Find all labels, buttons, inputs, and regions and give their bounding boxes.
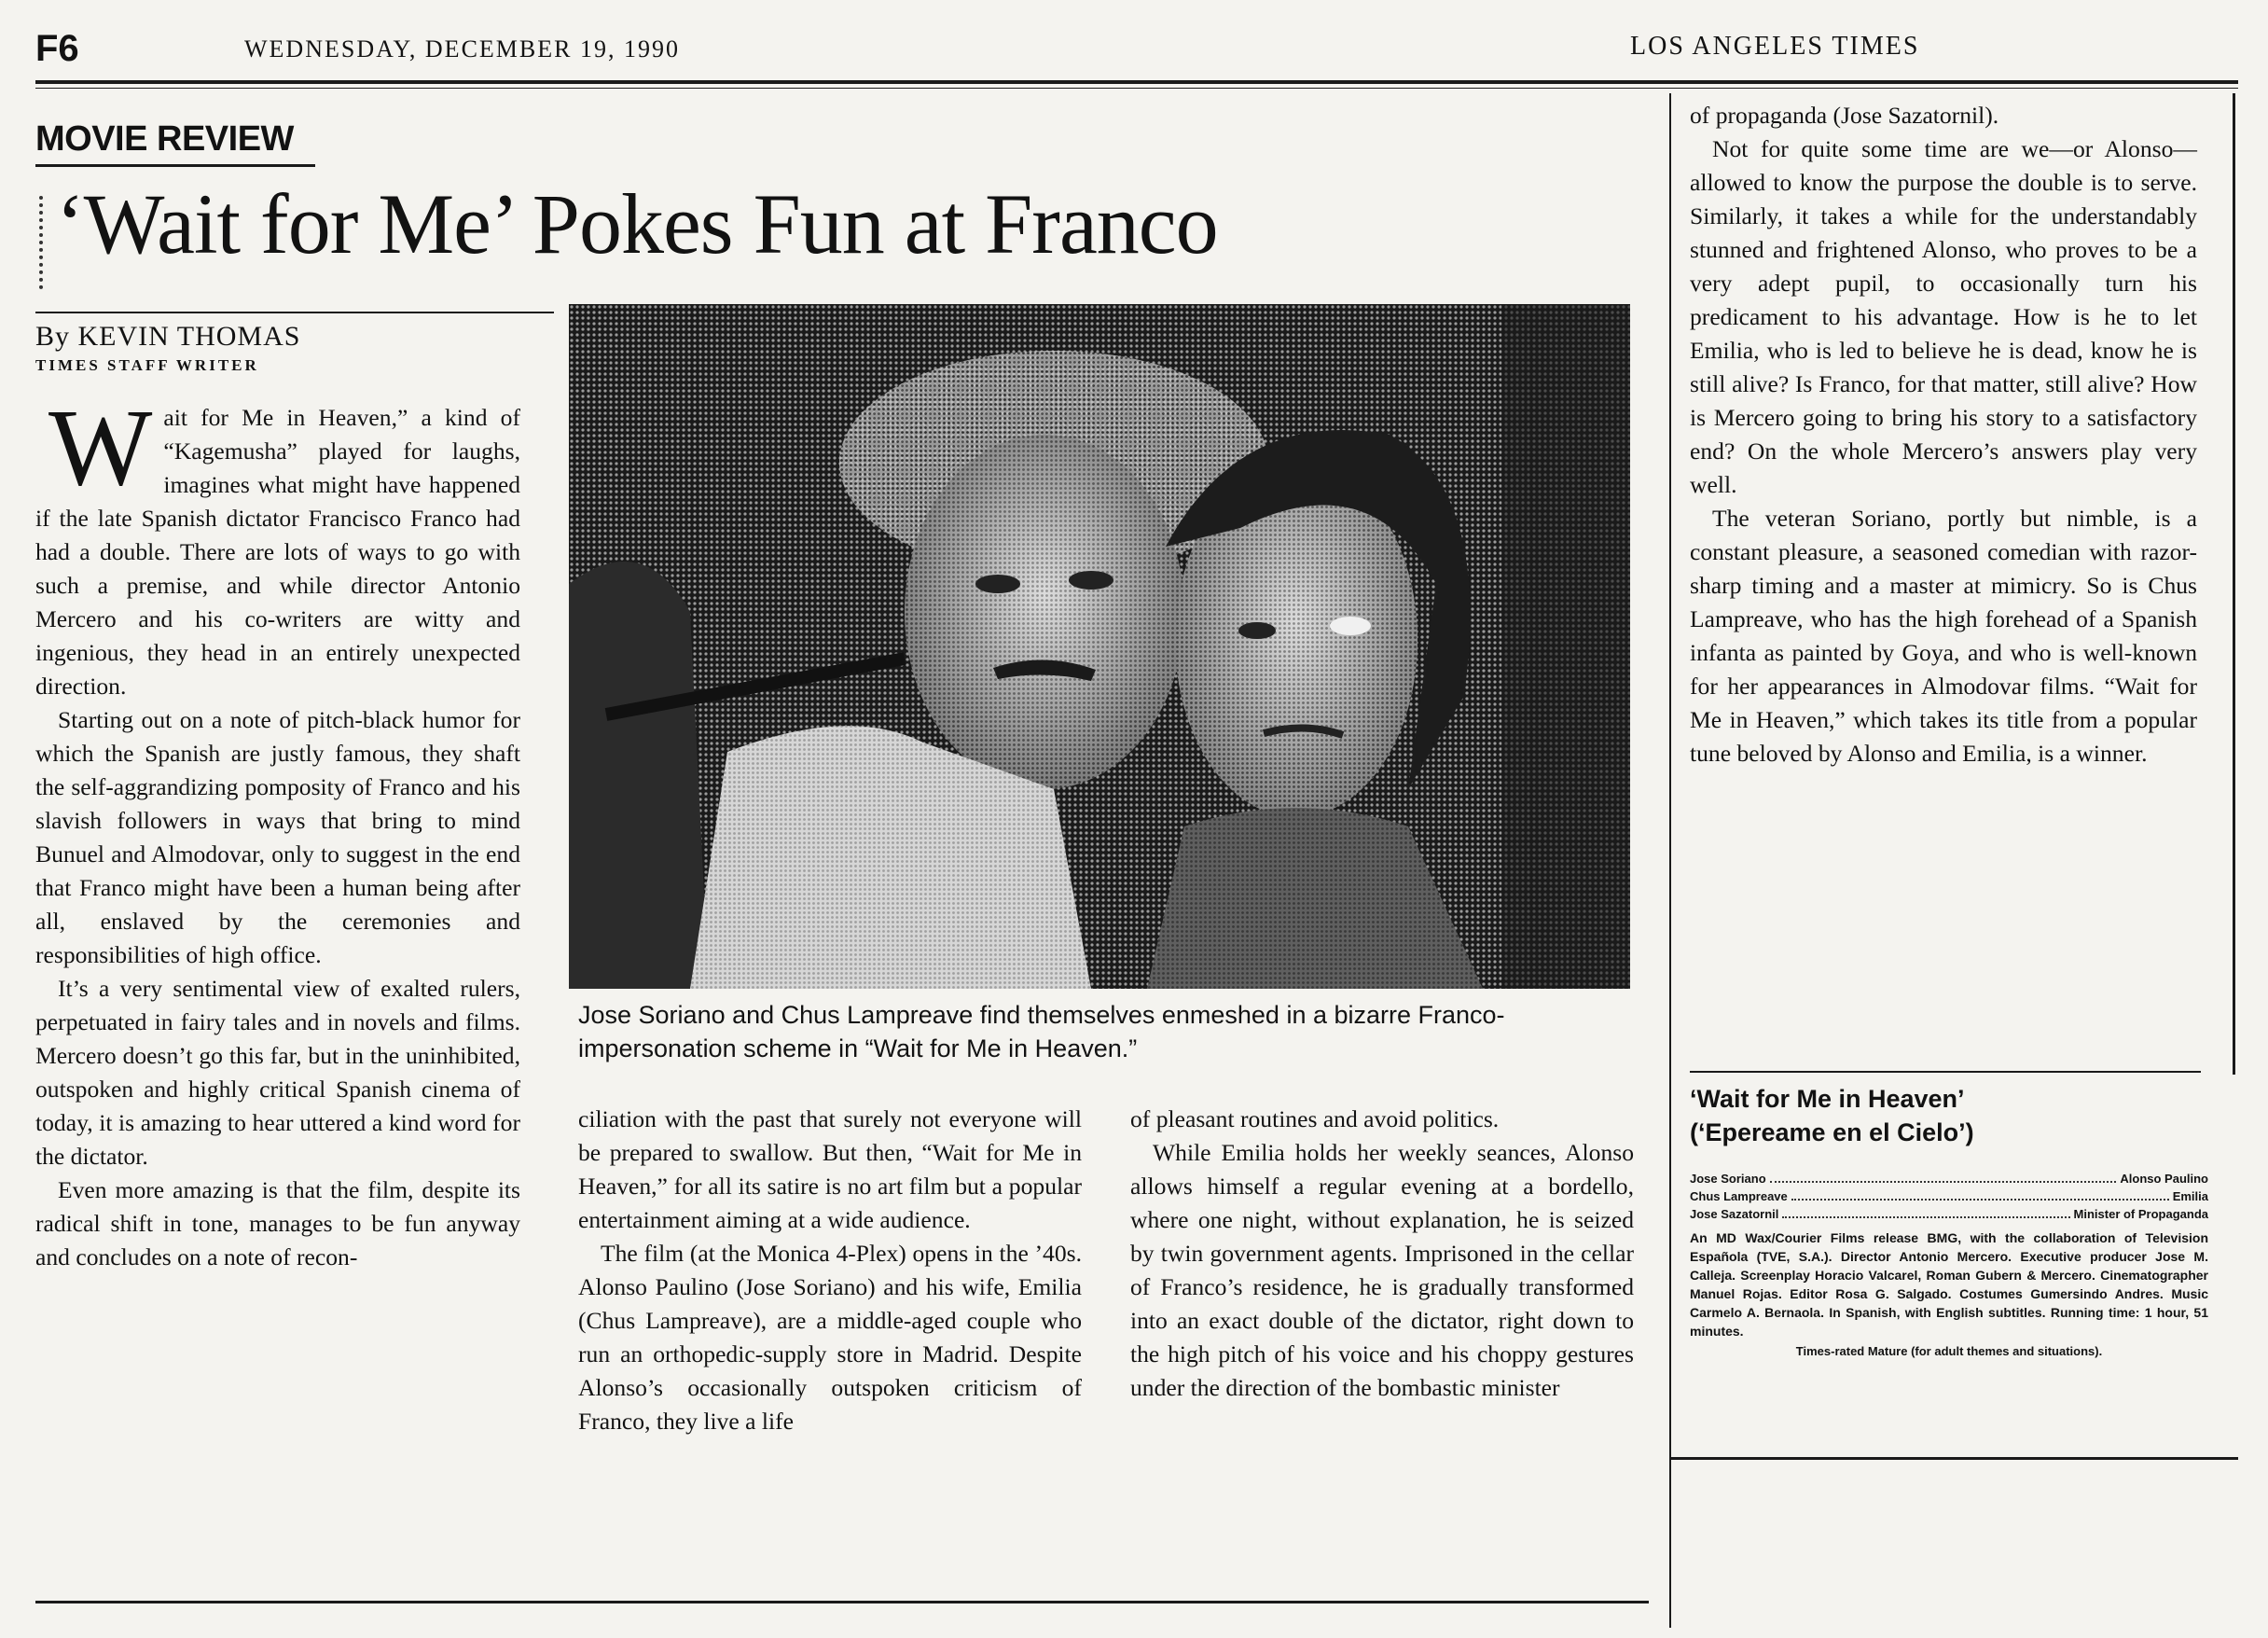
article-paragraph: Wait for Me in Heaven,” a kind of “Kagemusha” played for laughs, imagines what might have happened if the late Spanish dictator Francisco Franco had had a double. There are lots of ways to go with such a premise, and while director Antonio Mercero and his co-writers are witty and ingenious, they head in an entirely unexpected direction. xyxy=(35,386,520,700)
article-paragraph: Starting out on a note of pitch-black humor for which the Spanish are justly famous, they shaft the self-aggrandizing pomposity of Franco and his slavish followers in ways that bring to mind Bunuel and Almodovar, only to suggest in the end that Franco might have been a human being after all, enslaved by the ceremonies and responsibilities of high office. xyxy=(35,706,520,968)
credit-row xyxy=(1690,1170,2208,1187)
credit-role: Alonso Paulino xyxy=(2120,1172,2208,1186)
credit-row xyxy=(1690,1205,2208,1223)
column-divider xyxy=(1669,93,1671,1604)
credit-row xyxy=(1690,1187,2208,1205)
article-paragraph: It’s a very sentimental view of exalted rulers, perpetuated in fairy tales and in novels and films. Mercero doesn’t go this far, but in the uninhibited, outspoken and highly critical Spanish cinema of today, it is amazing to hear uttered a kind word for the dictator. xyxy=(35,975,520,1170)
dateline: WEDNESDAY, DECEMBER 19, 1990 xyxy=(244,35,680,62)
byline-rule xyxy=(35,312,554,313)
credits-title: ‘Wait for Me in Heaven’ xyxy=(1690,1085,1965,1113)
article-paragraph: ciliation with the past that surely not everyone will be prepared to swallow. But then, “Wait for Me in Heaven,” for all its satire is no art film but a popular entertainment aiming at a wide audience. xyxy=(578,1105,1082,1233)
article-column-3 xyxy=(1130,1103,1634,1405)
credits-body: An MD Wax/Courier Films release BMG, with the collaboration of Television Española (TVE, S.A.). Director Antonio Mercero. Executive producer Jose M. Calleja. Screenplay Horacio Valcarel, Roman Gubern & Mercero. Cinematographer Manuel Rojas. Editor Rosa G. Salgado. Costumes Gumersindo Andres. Music Carmelo A. Bernaola. In Spanish, with English subtitles. Running time: 1 hour, 51 minutes. xyxy=(1690,1230,2208,1339)
credit-actor: Jose Soriano xyxy=(1690,1172,1766,1186)
header-rule xyxy=(35,80,2238,84)
article-column-2 xyxy=(578,1103,1082,1438)
article-column-1 xyxy=(35,386,520,1274)
film-still-photo xyxy=(569,304,1630,989)
article-paragraph: The veteran Soriano, portly but nimble, is a constant pleasure, a seasoned comedian with razor-sharp timing and a master at mimicry. So is Chus Lampreave, who has the high forehead of a Spanish infanta as painted by Goya, and who is well-known for her appearances in Almodovar films. “Wait for Me in Heaven,” which takes its title from a popular tune beloved by Alonso and Emilia, is a winner. xyxy=(1690,505,2197,767)
credits-rule xyxy=(1690,1071,2201,1073)
newspaper-name: LOS ANGELES TIMES xyxy=(1630,32,1920,61)
article-paragraph: While Emilia holds her weekly seances, Alonso allows himself a regular evening at a bordello, where one night, without explanation, he is seized by twin government agents. Imprisoned in the cellar of Franco’s residence, he is gradually transformed into an exact double of the dictator, right down to the high pitch of his voice and his choppy gestures under the direction of the bombastic minister xyxy=(1130,1139,1634,1401)
article-paragraph: Not for quite some time are we—or Alonso—allowed to know the purpose the double is to serve. Similarly, it takes a while for the understandably stunned and frightened Alonso, who proves to be a very adept pupil, to occasionally turn his predicament to his advantage. How is he to let Emilia, who is led to believe he is dead, know he is still alive? Is Franco, for that matter, still alive? How is Mercero going to bring his story to a satisfactory end? On the whole Mercero’s answers play very well. xyxy=(1690,135,2197,498)
credit-actor: Jose Sazatornil xyxy=(1690,1207,1779,1221)
article-column-4 xyxy=(1690,99,2197,770)
drop-cap: W xyxy=(48,386,153,508)
article-paragraph: Even more amazing is that the film, despite its radical shift in tone, manages to be fun anyway and concludes on a note of recon- xyxy=(35,1176,520,1270)
photo-caption: Jose Soriano and Chus Lampreave find themselves enmeshed in a bizarre Franco-impersonation scheme in “Wait for Me in Heaven.” xyxy=(578,1001,1505,1062)
headline: ‘Wait for Me’ Pokes Fun at Franco xyxy=(56,176,1218,271)
header-rule-thin xyxy=(35,88,2238,89)
article-paragraph: of propaganda (Jose Sazatornil). xyxy=(1690,102,1999,129)
corner-rule xyxy=(1669,1460,1671,1628)
credits-box xyxy=(1690,1082,2208,1358)
article-paragraph: of pleasant routines and avoid politics. xyxy=(1130,1105,1500,1132)
credit-role: Emilia xyxy=(2172,1189,2208,1203)
article-paragraph: The film (at the Monica 4-Plex) opens in the ’40s. Alonso Paulino (Jose Soriano) and his wife, Emilia (Chus Lampreave), are a middle-aged couple who run an orthopedic-supply store in Madrid. Despite Alonso’s occasionally outspoken criticism of Franco, they live a life xyxy=(578,1240,1082,1435)
section-kicker: MOVIE REVIEW xyxy=(35,119,294,159)
credits-bottom-rule xyxy=(1669,1457,2238,1460)
credit-role: Minister of Propaganda xyxy=(2073,1207,2208,1221)
credits-rating: Times-rated Mature (for adult themes and situations). xyxy=(1795,1344,2103,1358)
byline-staff: TIMES STAFF WRITER xyxy=(35,356,259,374)
page-number: F6 xyxy=(35,28,79,69)
byline: By KEVIN THOMAS xyxy=(35,321,301,352)
right-border xyxy=(2233,93,2235,1075)
kicker-underline xyxy=(35,164,315,167)
photo-halftone-image xyxy=(569,304,1630,989)
footer-rule xyxy=(35,1601,1649,1603)
credits-subtitle: (‘Epereame en el Cielo’) xyxy=(1690,1118,1974,1146)
margin-dots xyxy=(39,196,48,289)
credit-actor: Chus Lampreave xyxy=(1690,1189,1788,1203)
